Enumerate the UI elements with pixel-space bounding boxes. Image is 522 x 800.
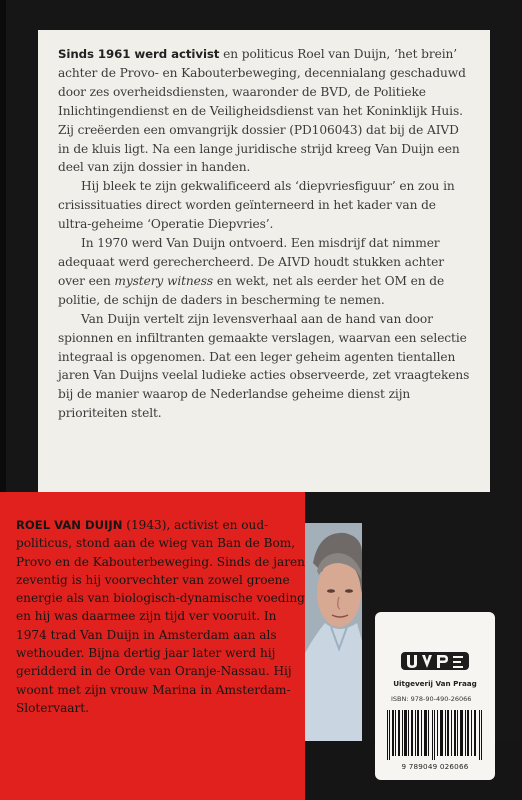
- blurb-paragraph-3-end: en wekt, net als eerder het OM en de politie, de schijn de daders in bescherming te nemen.: [58, 273, 445, 307]
- author-name: ROEL VAN DUIJN: [16, 518, 123, 532]
- author-panel: [0, 492, 305, 800]
- isbn-label: ISBN: 978-90-490-26066: [391, 695, 472, 703]
- author-bio-text: (1943), activist en oud-politicus, stond aan de wieg van Ban de Bom, Provo en de Kabouterbeweging. Sinds de jaren zeventig is hij voorvechter van zowel groene energie als van biologisch-dynamische voeding en hij was daarmee zijn tijd ver vooruit. In 1974 trad Van Duijn in Amsterdam aan als wethouder. Bijna dertig jaar later werd hij geridderd in de Orde van Oranje-Nassau. Hij woont met zijn vrouw Marina in Amsterdam-Slotervaart.: [16, 518, 305, 715]
- blurb-paragraph-1: [58, 45, 472, 177]
- publisher-logo-icon: [391, 650, 479, 674]
- blurb-paragraph-3: [58, 234, 472, 310]
- blurb-paragraph-4: Van Duijn vertelt zijn levensverhaal aan de hand van door spionnen en infiltranten gemaakte verslagen, waarvan een selectie integraal is opgenomen. Dat een leger geheim agenten tientallen jaren Van Duijns veelal ludieke acties observeerde, zet vraagtekens bij de manier waarop de Nederlandse geheime dienst zijn prioriteiten stelt.: [58, 311, 470, 421]
- publisher-logo: [391, 650, 479, 688]
- barcode-number: 9 789049 026066: [401, 762, 469, 771]
- blurb-italic: mystery witness: [114, 273, 214, 288]
- author-photo-illustration: [305, 523, 362, 741]
- author-bio: [16, 516, 306, 717]
- blurb-paragraph-1-text: en politicus Roel van Duijn, ‘het brein’ achter de Provo- en Kabouterbeweging, decennialang geschaduwd door zes overheidsdiensten, waaronder de BVD, de Politieke Inlichtingendienst en de Veiligheidsdienst van het Koninklijk Huis. Zij creëerden een omvangrijk dossier (PD106043) dat bij de AIVD in de kluis ligt. Na een lange juridische strijd kreeg Van Duijn een deel van zijn dossier in handen.: [58, 47, 466, 175]
- publisher-box: [375, 612, 495, 780]
- blurb-paragraph-3-start: In 1970 werd Van Duijn ontvoerd. Een misdrijf dat nimmer adequaat werd gerechercheerd. De AIVD houdt stukken achter over een: [58, 236, 444, 288]
- blurb-paragraph-2: Hij bleek te zijn gekwalificeerd als ‘diepvriesfiguur’ en zou in crisissituaties direct worden geïnterneerd in het kader van de ultra-geheime ‘Operatie Diepvries’.: [58, 179, 455, 232]
- blurb-panel: [38, 30, 490, 492]
- author-photo: [305, 523, 362, 741]
- publisher-name: Uitgeverij Van Praag: [393, 679, 477, 688]
- blurb-lead: Sinds 1961 werd activist: [58, 47, 220, 61]
- barcode-icon: [385, 710, 485, 760]
